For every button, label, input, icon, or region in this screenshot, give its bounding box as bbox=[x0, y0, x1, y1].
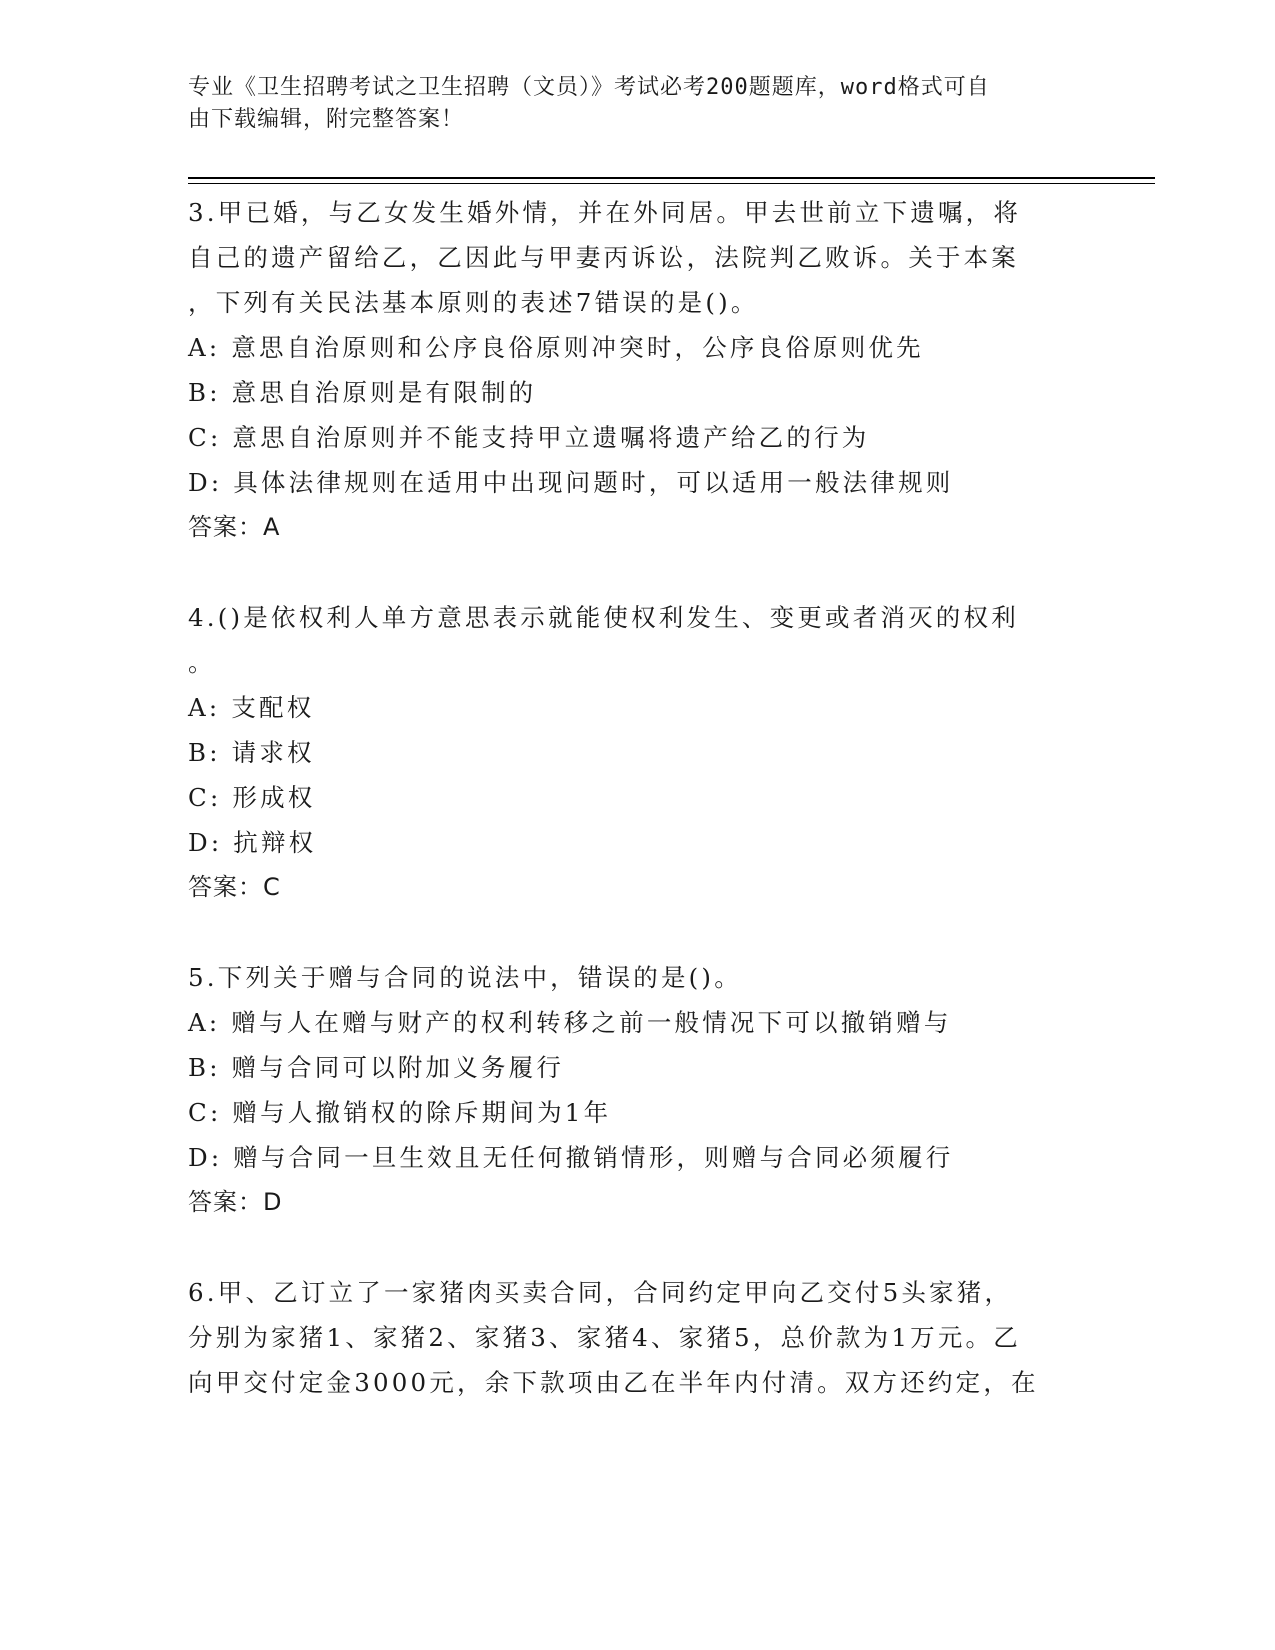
question-text-line: 自己的遗产留给乙，乙因此与甲妻丙诉讼，法院判乙败诉。关于本案 bbox=[188, 243, 1019, 272]
question-text-line: 向甲交付定金3000元，余下款项由乙在半年内付清。双方还约定，在 bbox=[188, 1368, 1039, 1397]
question-4 bbox=[188, 595, 1088, 910]
question-list bbox=[188, 190, 1088, 1405]
option-a: A: 支配权 bbox=[188, 693, 315, 722]
question-text-line: 6.甲、乙订立了一家猪肉买卖合同，合同约定甲向乙交付5头家猪， bbox=[188, 1278, 1013, 1307]
option-c: C: 形成权 bbox=[188, 783, 316, 812]
question-text-line: 3.甲已婚，与乙女发生婚外情，并在外同居。甲去世前立下遗嘱，将 bbox=[188, 198, 1022, 227]
option-c: C: 意思自治原则并不能支持甲立遗嘱将遗产给乙的行为 bbox=[188, 423, 870, 452]
document-header bbox=[188, 72, 1088, 136]
question-text-line: 分别为家猪1、家猪2、家猪3、家猪4、家猪5，总价款为1万元。乙 bbox=[188, 1323, 1021, 1352]
answer-label: 答案：C bbox=[188, 873, 281, 901]
question-spacer bbox=[188, 1225, 1088, 1270]
option-b: B: 请求权 bbox=[188, 738, 315, 767]
question-spacer bbox=[188, 550, 1088, 595]
option-c: C: 赠与人撤销权的除斥期间为1年 bbox=[188, 1098, 612, 1127]
question-3 bbox=[188, 190, 1088, 550]
answer-label: 答案：A bbox=[188, 513, 281, 541]
option-d: D: 抗辩权 bbox=[188, 828, 317, 857]
header-divider-top bbox=[188, 177, 1155, 179]
question-spacer bbox=[188, 910, 1088, 955]
question-text-line: ，下列有关民法基本原则的表述7错误的是()。 bbox=[188, 288, 759, 317]
question-text-line: 。 bbox=[188, 648, 216, 677]
option-a: A: 意思自治原则和公序良俗原则冲突时，公序良俗原则优先 bbox=[188, 333, 924, 362]
option-b: B: 赠与合同可以附加义务履行 bbox=[188, 1053, 565, 1082]
question-text-line: 4.()是依权利人单方意思表示就能使权利发生、变更或者消灭的权利 bbox=[188, 603, 1019, 632]
header-line-2: 由下载编辑，附完整答案！ bbox=[188, 107, 465, 132]
option-b: B: 意思自治原则是有限制的 bbox=[188, 378, 537, 407]
question-6 bbox=[188, 1270, 1088, 1405]
option-a: A: 赠与人在赠与财产的权利转移之前一般情况下可以撤销赠与 bbox=[188, 1008, 952, 1037]
option-d: D: 赠与合同一旦生效且无任何撤销情形，则赠与合同必须履行 bbox=[188, 1143, 954, 1172]
header-line-1: 专业《卫生招聘考试之卫生招聘（文员）》考试必考200题题库，word格式可自 bbox=[188, 75, 990, 100]
header-divider-bottom bbox=[188, 183, 1155, 184]
answer-label: 答案：D bbox=[188, 1188, 283, 1216]
question-text-line: 5.下列关于赠与合同的说法中，错误的是()。 bbox=[188, 963, 742, 992]
option-d: D: 具体法律规则在适用中出现问题时，可以适用一般法律规则 bbox=[188, 468, 954, 497]
question-5 bbox=[188, 955, 1088, 1225]
